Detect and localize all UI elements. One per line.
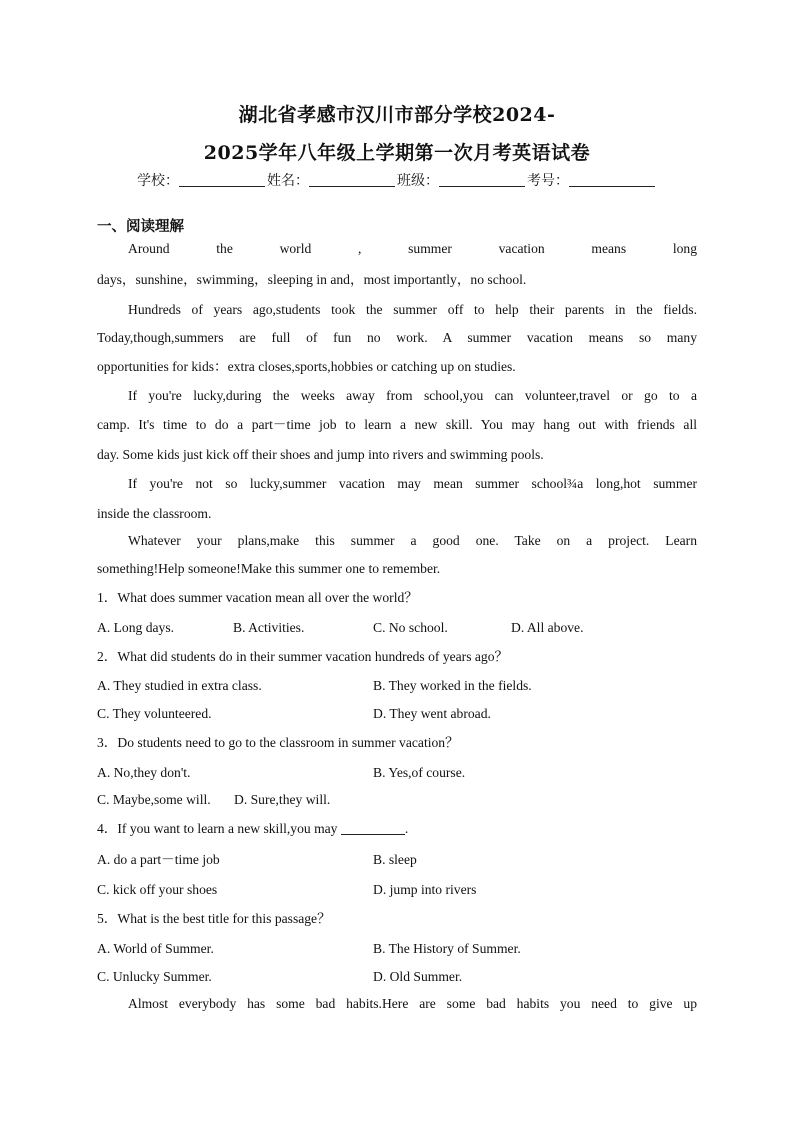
q4-option-c[interactable]: C. kick off your shoes bbox=[97, 882, 218, 897]
exam-number-label: 考号： bbox=[527, 173, 569, 189]
passage-line: If you're lucky,during the weeks away from school,you can volunteer,travel or go to a bbox=[128, 388, 697, 403]
passage-line: something!Help someone!Make this summer one to remember. bbox=[97, 561, 441, 576]
q2-option-a[interactable]: A. They studied in extra class. bbox=[97, 678, 262, 693]
student-info-row bbox=[0, 170, 794, 190]
passage-line: Whatever your plans,make this summer a good one. Take on a project. Learn bbox=[128, 533, 697, 548]
q2-option-b[interactable]: B. They worked in the fields. bbox=[373, 678, 532, 693]
passage-line: camp. It's time to do a part－time job to learn a new skill. You may hang out with friends all bbox=[97, 417, 697, 432]
exam-number-blank[interactable] bbox=[569, 172, 655, 187]
q2-option-d[interactable]: D. They went abroad. bbox=[373, 706, 491, 721]
q5-option-c[interactable]: C. Unlucky Summer. bbox=[97, 969, 212, 984]
school-blank[interactable] bbox=[179, 172, 265, 187]
passage-line: Hundreds of years ago,students took the summer off to help their parents in the fields. bbox=[128, 302, 697, 317]
exam-title-line2: 2025学年八年级上学期第一次月考英语试卷 bbox=[203, 142, 591, 164]
q5-option-b[interactable]: B. The History of Summer. bbox=[373, 941, 521, 956]
q1-option-a[interactable]: A. Long days. bbox=[97, 620, 175, 635]
q4-option-a[interactable]: A. do a part－time job bbox=[97, 852, 220, 867]
passage-line: inside the classroom. bbox=[97, 506, 212, 521]
question-5-stem: 5．What is the best title for this passage？ bbox=[97, 911, 331, 926]
school-label: 学校： bbox=[137, 173, 179, 189]
question-2-stem: 2．What did students do in their summer vacation hundreds of years ago？ bbox=[97, 649, 509, 664]
name-blank[interactable] bbox=[309, 172, 395, 187]
q5-option-a[interactable]: A. World of Summer. bbox=[97, 941, 214, 956]
q3-option-d[interactable]: D. Sure,they will. bbox=[234, 792, 331, 807]
q3-option-b[interactable]: B. Yes,of course. bbox=[373, 765, 466, 780]
passage-line: If you're not so lucky,summer vacation may mean summer school¾a long,hot summer bbox=[128, 476, 697, 491]
exam-title-line1: 湖北省孝感市汉川市部分学校2024- bbox=[238, 104, 556, 126]
q2-option-c[interactable]: C. They volunteered. bbox=[97, 706, 212, 721]
passage-line: Around the world , summer vacation means long bbox=[128, 241, 697, 256]
q1-option-b[interactable]: B. Activities. bbox=[233, 620, 305, 635]
passage-line: days，sunshine，swimming，sleeping in and，most importantly，no school. bbox=[97, 272, 527, 287]
question-4-text: 4．If you want to learn a new skill,you may bbox=[97, 821, 338, 836]
answer-blank[interactable] bbox=[341, 821, 405, 835]
question-1-stem: 1．What does summer vacation mean all over the world？ bbox=[97, 590, 418, 605]
q4-option-b[interactable]: B. sleep bbox=[373, 852, 417, 867]
class-blank[interactable] bbox=[439, 172, 525, 187]
question-3-stem: 3．Do students need to go to the classroom in summer vacation？ bbox=[97, 735, 459, 750]
q3-option-a[interactable]: A. No,they don't. bbox=[97, 765, 191, 780]
passage-line: Almost everybody has some bad habits.Here are some bad habits you need to give up bbox=[128, 996, 697, 1011]
q3-option-c[interactable]: C. Maybe,some will. bbox=[97, 792, 211, 807]
question-4-period: . bbox=[404, 821, 409, 836]
q5-option-d[interactable]: D. Old Summer. bbox=[373, 969, 463, 984]
question-4-stem bbox=[97, 820, 697, 838]
section-heading: 一、阅读理解 bbox=[97, 219, 184, 235]
class-label: 班级： bbox=[397, 173, 439, 189]
q1-option-d[interactable]: D. All above. bbox=[511, 620, 584, 635]
name-label: 姓名： bbox=[267, 173, 309, 189]
passage-line: Today,though,summers are full of fun no work. A summer vacation means so many bbox=[97, 330, 697, 345]
passage-line: opportunities for kids：extra closes,sports,hobbies or catching up on studies. bbox=[97, 359, 516, 374]
passage-line: day. Some kids just kick off their shoes and jump into rivers and swimming pools. bbox=[97, 447, 544, 462]
q4-option-d[interactable]: D. jump into rivers bbox=[373, 882, 477, 897]
q1-option-c[interactable]: C. No school. bbox=[373, 620, 448, 635]
